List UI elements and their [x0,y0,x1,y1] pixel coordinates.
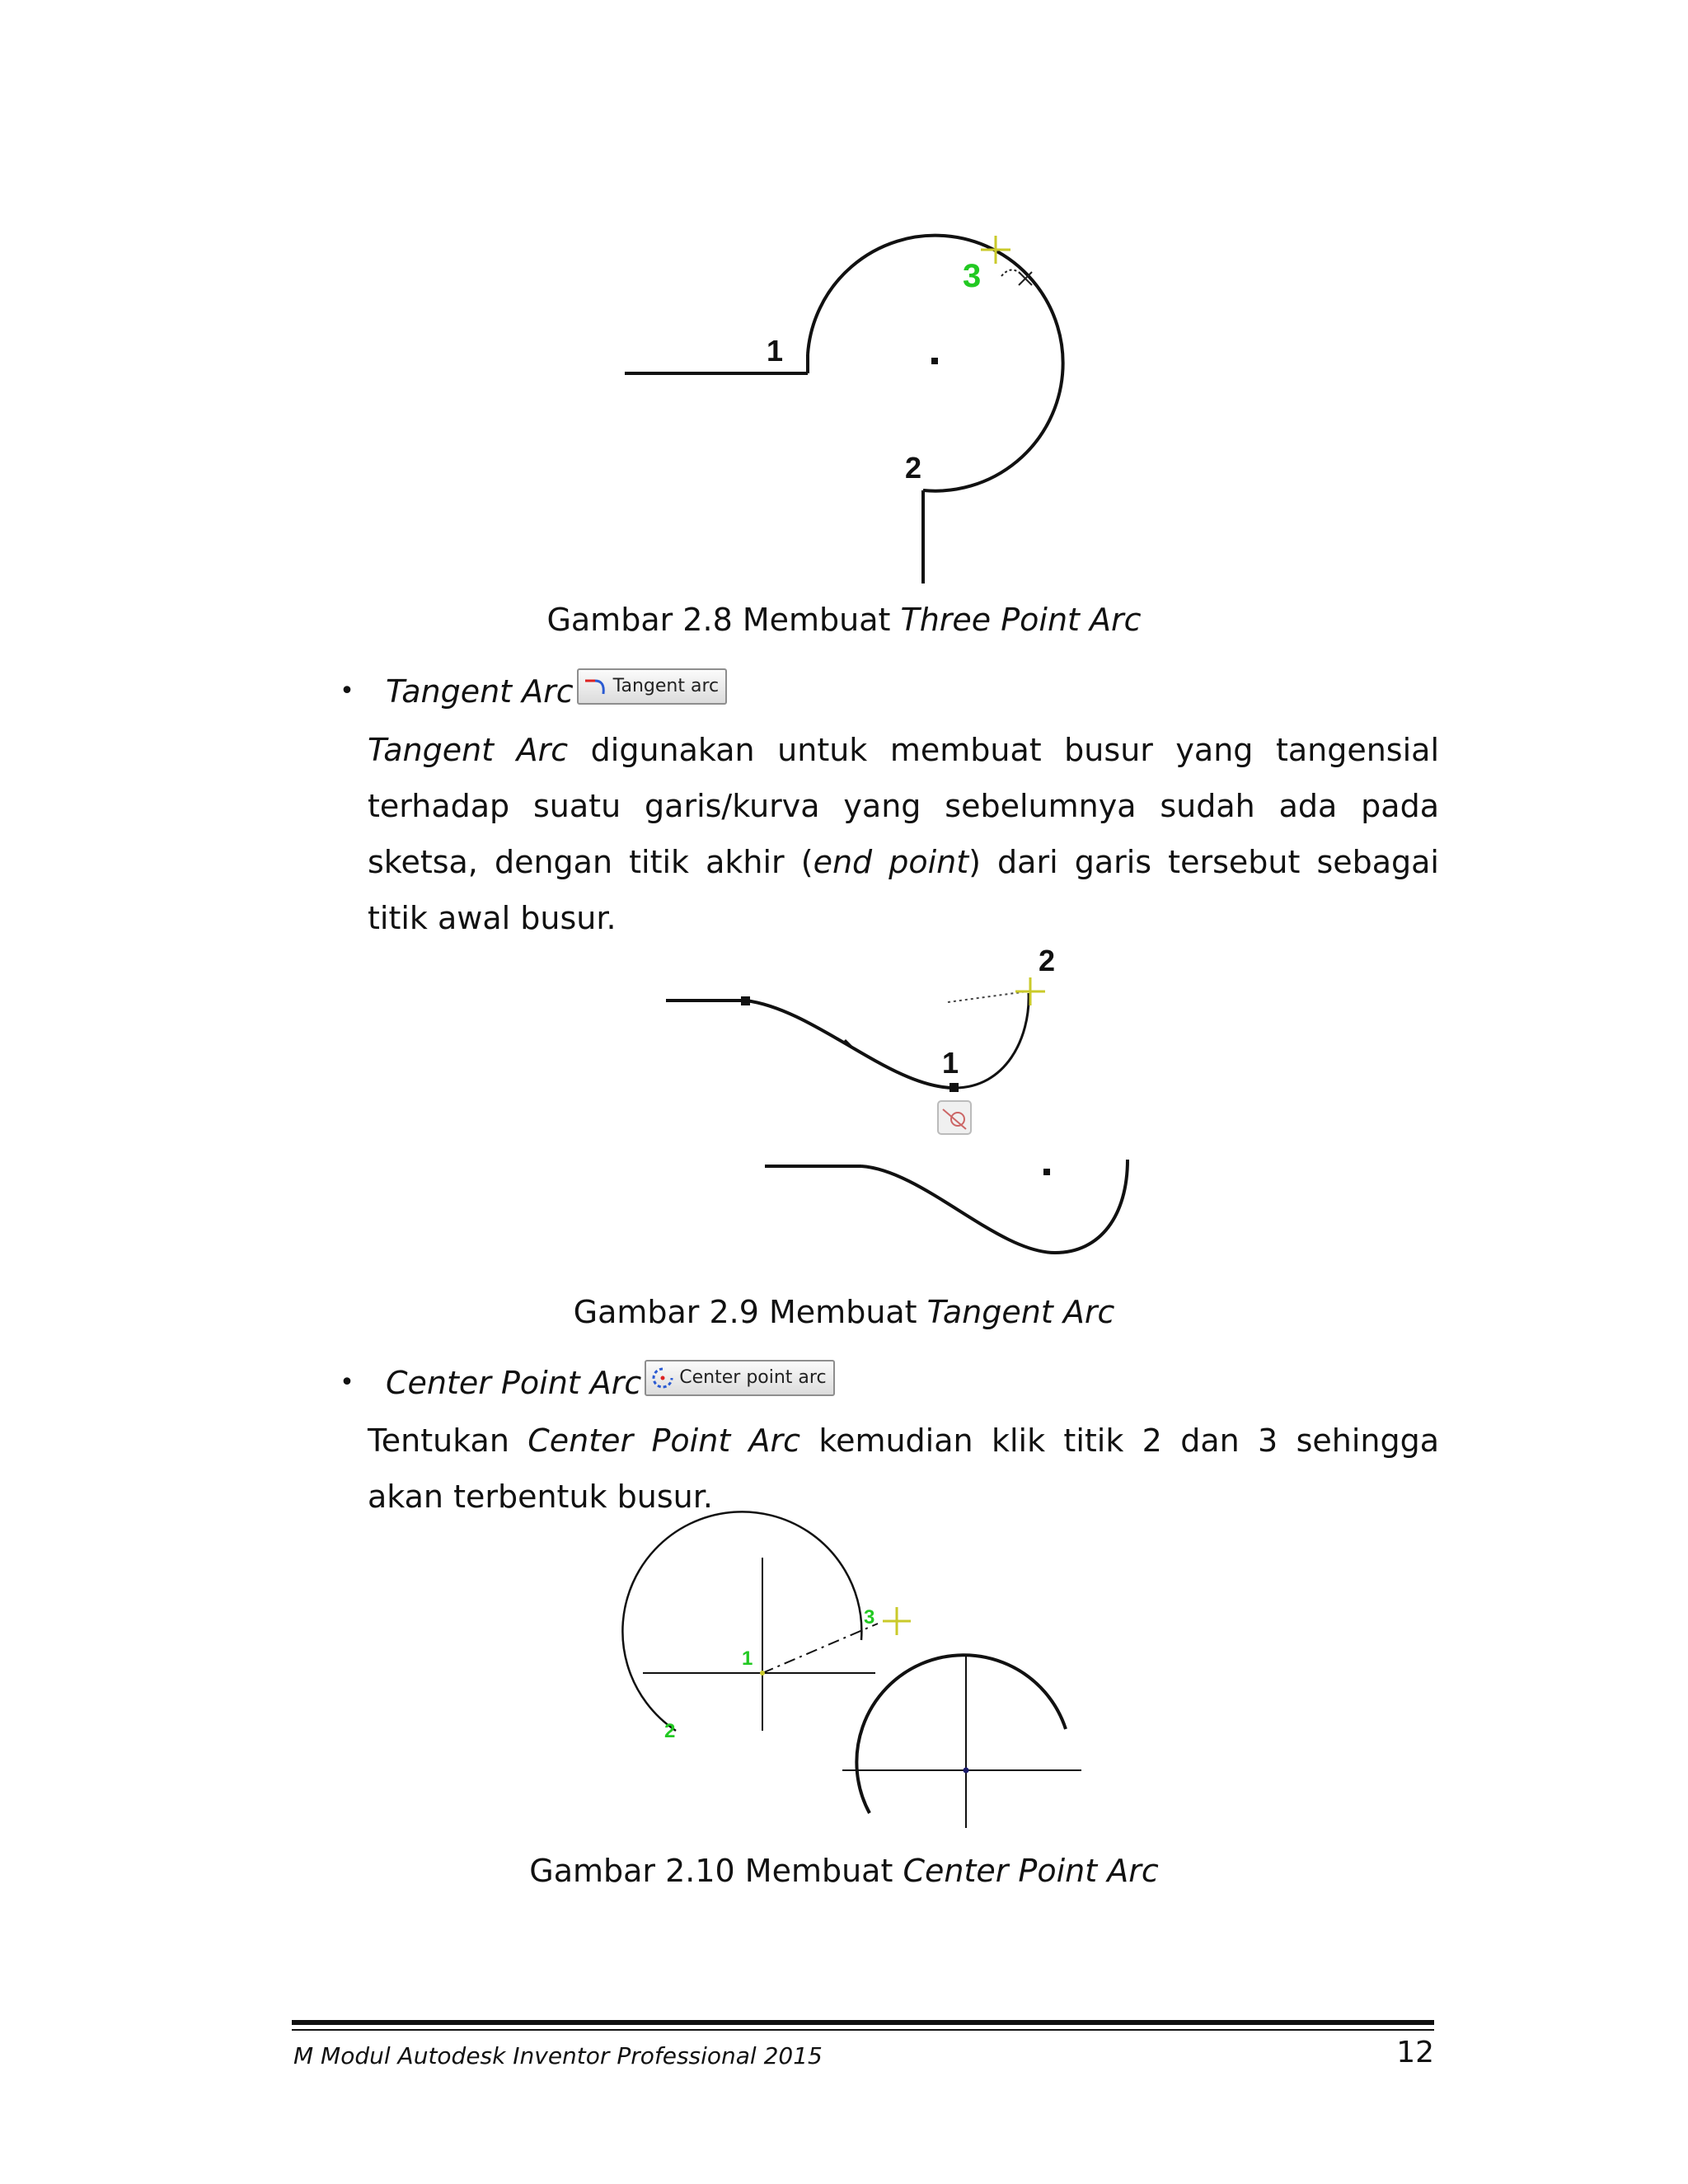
tangent-constraint-glyph-icon [938,1101,971,1134]
center-point-arc-figure [626,1529,1104,1842]
fig29-center-point [1043,1169,1050,1175]
fig29-preview-arc [954,993,1029,1088]
fig29-bottom-curve [861,1160,1128,1253]
tangent-arc-button-label: Tangent arc [612,676,720,696]
para-text: Center Point Arc [528,1422,801,1459]
bullet: • [340,677,354,705]
crosshair-cursor-icon [1015,977,1045,1005]
center-point-arc-heading: Center Point Arc [386,1365,642,1401]
bullet: • [340,1368,354,1397]
para-text: ) dari garis tersebut sebagai titik awal busur. [368,844,1439,936]
tangent-arc-paragraph [368,722,1439,946]
center-point-arc-button[interactable] [645,1360,834,1396]
caption-prefix: Gambar 2.8 Membuat [546,602,901,638]
tangent-arc-button[interactable] [577,668,727,705]
fig29-label-1: 1 [942,1046,959,1080]
tangent-arc-figure [651,931,1146,1261]
para-text: Tangent Arc [368,732,569,768]
fig29-start-marker [950,1083,959,1092]
fig28-center-point [931,358,938,364]
center-point-arc-icon [651,1366,674,1390]
fig28-label-3: 3 [963,258,982,294]
tangent-arc-heading: Tangent Arc [386,673,574,710]
para-text: kemudian klik titik 2 dan 3 sehingga akan terbentuk busur. [368,1422,1439,1515]
footer-rule-thick [292,2020,1434,2025]
caption-italic: Three Point Arc [900,602,1142,638]
tangent-arc-bullet-row [330,672,727,711]
caption-italic: Tangent Arc [926,1294,1115,1330]
caption-italic: Center Point Arc [903,1853,1159,1889]
fig29-preview-dotted-line [948,991,1027,1002]
figure-2-9-caption [0,1292,1688,1332]
fig29-label-2: 2 [1039,944,1056,977]
fig210-right-center [964,1768,969,1774]
page-number: 12 [1396,2036,1434,2069]
fig210-left-center [760,1671,765,1675]
fig210-right-arc [856,1655,1066,1813]
fig28-cursor-glyph-icon [1001,269,1032,285]
three-point-arc-figure [610,223,1088,593]
fig28-label-2: 2 [905,451,922,485]
footer-title: M Modul Autodesk Inventor Professional 2015 [293,2042,823,2069]
tangent-arc-icon [584,676,608,697]
para-text: end point [813,844,969,880]
center-point-arc-paragraph [368,1413,1439,1525]
footer-rule-thin [292,2029,1434,2031]
figure-2-8-caption [0,600,1688,640]
fig210-label-1: 1 [742,1647,753,1670]
fig210-left-preview-arc [622,1511,861,1731]
figure-2-10-caption [0,1851,1688,1891]
para-text: digunakan untuk membuat busur yang tangensial terhadap suatu garis/kurva yang sebelumnya sudah ada pada sketsa, dengan titik akhir ( [368,732,1439,880]
fig210-label-3: 3 [864,1606,875,1629]
caption-prefix: Gambar 2.10 Membuat [529,1853,903,1889]
fig28-label-1: 1 [767,334,784,368]
caption-prefix: Gambar 2.9 Membuat [573,1294,927,1330]
fig210-left-radius-line [762,1624,878,1673]
center-point-arc-bullet-row [330,1363,835,1403]
center-point-arc-button-label: Center point arc [679,1367,827,1388]
fig210-label-2: 2 [664,1720,676,1742]
crosshair-cursor-icon [981,236,1010,264]
fig29-endpoint-marker [741,996,750,1005]
para-text: Tentukan [368,1422,528,1459]
crosshair-cursor-icon [883,1607,911,1635]
